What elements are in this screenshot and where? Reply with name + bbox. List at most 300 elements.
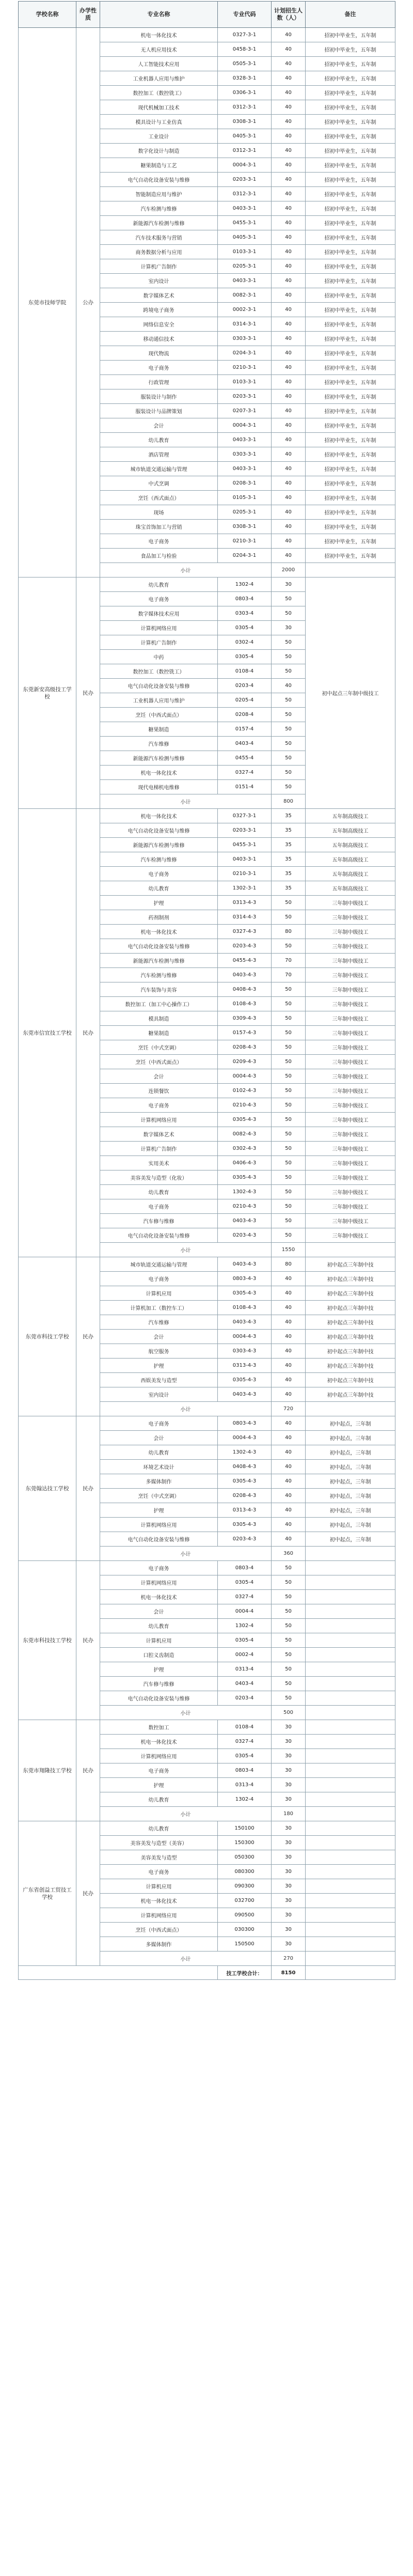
school-nature: 民办 [76, 1257, 100, 1416]
note: 三年制中级技工 [306, 910, 395, 925]
major-name: 烹饪（中式烹调） [100, 1040, 218, 1055]
major-code: 0403-4-3 [218, 1387, 272, 1402]
major-code: 0406-4-3 [218, 1156, 272, 1170]
major-name: 烹饪（中式烹调） [100, 1489, 218, 1503]
plan-count: 40 [272, 1474, 306, 1489]
major-name: 烹饪（中西式面点） [100, 708, 218, 722]
plan-count: 50 [272, 780, 306, 794]
major-code: 030300 [218, 1923, 272, 1937]
plan-count: 50 [272, 1156, 306, 1170]
major-name: 计算机网络应用 [100, 621, 218, 635]
major-name: 会计 [100, 1069, 218, 1084]
note: 招初中毕业生，五年制 [306, 230, 395, 245]
note: 五年制高级技工 [306, 823, 395, 838]
major-code: 0108-4-3 [218, 997, 272, 1011]
major-name: 计算机网络应用 [100, 1113, 218, 1127]
major-code: 0803-4 [218, 592, 272, 606]
plan-count: 40 [272, 317, 306, 332]
major-code: 0157-4-3 [218, 1026, 272, 1040]
plan-count: 50 [272, 1575, 306, 1590]
major-code: 0002-4 [218, 1648, 272, 1662]
plan-count: 50 [272, 910, 306, 925]
major-name: 美容美发与造型（化妆） [100, 1170, 218, 1185]
major-name: 幼儿教育 [100, 577, 218, 592]
plan-count: 50 [272, 1011, 306, 1026]
major-name: 药剂制剂 [100, 910, 218, 925]
plan-count: 40 [272, 1431, 306, 1445]
note: 招初中毕业生，五年制 [306, 245, 395, 259]
major-name: 移动通信技术 [100, 332, 218, 346]
major-name: 电气自动化设备安装与维修 [100, 1691, 218, 1706]
plan-count: 30 [272, 1923, 306, 1937]
major-code: 0305-4 [218, 1633, 272, 1648]
major-name: 机电一体化技术 [100, 1590, 218, 1604]
note: 招初中毕业生，五年制 [306, 259, 395, 274]
major-name: 数控加工 [100, 1720, 218, 1735]
plan-count: 50 [272, 1691, 306, 1706]
plan-count: 40 [272, 1503, 306, 1518]
major-code: 0403-4-3 [218, 968, 272, 982]
major-code: 0327-4 [218, 766, 272, 780]
note: 初中起点，三年制 [306, 1503, 395, 1518]
school-nature: 民办 [76, 577, 100, 809]
note: 三年制中级技工 [306, 939, 395, 954]
note [306, 1836, 395, 1850]
major-code: 0208-4-3 [218, 1040, 272, 1055]
school-name: 东莞市技师学院 [19, 28, 76, 577]
plan-count: 40 [272, 245, 306, 259]
major-name: 新能源汽车检测与维修 [100, 954, 218, 968]
major-name: 幼儿教育 [100, 1821, 218, 1836]
note: 初中起点，三年制 [306, 1460, 395, 1474]
note [306, 1879, 395, 1894]
plan-count: 50 [272, 737, 306, 751]
note: 初中起点三年制中技 [306, 1315, 395, 1330]
plan-count: 35 [272, 809, 306, 823]
major-code: 0210-3-1 [218, 361, 272, 375]
note: 初中起点三年制中技 [306, 1373, 395, 1387]
subtotal-empty [306, 1547, 395, 1561]
note [306, 1619, 395, 1633]
major-code: 0455-4-3 [218, 954, 272, 968]
major-name: 商务数据分析与应用 [100, 245, 218, 259]
note: 招初中毕业生，五年制 [306, 71, 395, 86]
plan-count: 50 [272, 939, 306, 954]
plan-count: 40 [272, 28, 306, 42]
plan-count: 50 [272, 982, 306, 997]
school-nature: 民办 [76, 1416, 100, 1561]
note [306, 1749, 395, 1763]
note [306, 1604, 395, 1619]
major-code: 0205-3-1 [218, 259, 272, 274]
plan-count: 35 [272, 823, 306, 838]
note: 招初中毕业生，五年制 [306, 418, 395, 433]
note: 五年制高级技工 [306, 881, 395, 896]
grand-total-value: 8150 [272, 1966, 306, 1980]
plan-count: 30 [272, 1894, 306, 1908]
major-code: 0305-4-3 [218, 1373, 272, 1387]
major-name: 数字媒体艺术 [100, 1127, 218, 1142]
plan-count: 80 [272, 925, 306, 939]
major-name: 烹饪（中西式面点） [100, 1923, 218, 1937]
subtotal-label: 小计 [100, 1706, 272, 1720]
school-name: 东莞市科技工学校 [19, 1257, 76, 1416]
plan-count: 50 [272, 1142, 306, 1156]
major-name: 计算机广告制作 [100, 635, 218, 650]
major-code: 0313-4 [218, 1778, 272, 1792]
plan-count: 50 [272, 722, 306, 737]
major-code: 032700 [218, 1894, 272, 1908]
note [306, 1648, 395, 1662]
plan-count: 50 [272, 1199, 306, 1214]
plan-count: 35 [272, 838, 306, 852]
plan-count: 50 [272, 1055, 306, 1069]
major-name: 模具制造 [100, 1011, 218, 1026]
plan-count: 30 [272, 1735, 306, 1749]
plan-count: 40 [272, 1301, 306, 1315]
major-name: 护理 [100, 1662, 218, 1677]
major-name: 现场 [100, 505, 218, 520]
plan-count: 40 [272, 303, 306, 317]
subtotal-value: 360 [272, 1547, 306, 1561]
header-count: 计划招生人数（人） [272, 2, 306, 28]
major-name: 电气自动化设备安装与维修 [100, 679, 218, 693]
major-name: 汽车维修 [100, 1315, 218, 1330]
major-code: 150500 [218, 1937, 272, 1951]
grand-total-empty [306, 1966, 395, 1980]
major-code: 0004-3-1 [218, 158, 272, 173]
major-name: 机电一体化技术 [100, 809, 218, 823]
major-name: 西娱美发与造型 [100, 1373, 218, 1387]
note: 初中起点，三年制 [306, 1532, 395, 1547]
major-name: 计算机广告制作 [100, 259, 218, 274]
major-name: 机电一体化技术 [100, 766, 218, 780]
major-code: 090500 [218, 1908, 272, 1923]
major-code: 0403-4-3 [218, 1257, 272, 1272]
note: 招初中毕业生，五年制 [306, 520, 395, 534]
note [306, 1735, 395, 1749]
major-code: 0082-4-3 [218, 1127, 272, 1142]
major-code: 0403-3-1 [218, 433, 272, 447]
major-code: 0205-3-1 [218, 505, 272, 520]
major-code: 0313-4-3 [218, 1503, 272, 1518]
major-name: 数字化设计与制造 [100, 144, 218, 158]
major-name: 城市轨道交通运输与管理 [100, 462, 218, 476]
major-name: 环境艺术设计 [100, 1460, 218, 1474]
note [306, 1865, 395, 1879]
plan-count: 40 [272, 42, 306, 57]
table-row [19, 577, 395, 592]
major-code: 0327-3-1 [218, 809, 272, 823]
plan-count: 40 [272, 1416, 306, 1431]
major-name: 电子商务 [100, 1763, 218, 1778]
major-code: 0313-4-3 [218, 896, 272, 910]
major-code: 0210-4-3 [218, 1098, 272, 1113]
school-name: 东莞市科技技工学校 [19, 1561, 76, 1720]
major-name: 电子商务 [100, 1561, 218, 1575]
major-name: 美容美发与造型（美容） [100, 1836, 218, 1850]
major-name: 机电一体化技术 [100, 28, 218, 42]
note: 招初中毕业生，五年制 [306, 549, 395, 563]
note: 招初中毕业生，五年制 [306, 332, 395, 346]
subtotal-label: 小计 [100, 1547, 272, 1561]
major-code: 0403-3-1 [218, 274, 272, 288]
plan-count: 40 [272, 433, 306, 447]
note [306, 1763, 395, 1778]
subtotal-empty [306, 563, 395, 577]
note: 三年制中级技工 [306, 954, 395, 968]
major-name: 烹饪（西式面点） [100, 491, 218, 505]
major-name: 服装设计与品牌策划 [100, 404, 218, 418]
plan-count: 40 [272, 1286, 306, 1301]
major-code: 0203-3-1 [218, 173, 272, 187]
major-code: 0327-4 [218, 1590, 272, 1604]
school-name: 东莞新安高级技工学校 [19, 577, 76, 809]
note: 招初中毕业生，五年制 [306, 317, 395, 332]
note: 三年制中级技工 [306, 997, 395, 1011]
major-name: 电子商务 [100, 867, 218, 881]
plan-count: 50 [272, 1113, 306, 1127]
header-row [19, 2, 395, 28]
major-name: 护理 [100, 1778, 218, 1792]
note: 招初中毕业生，五年制 [306, 462, 395, 476]
note: 初中起点三年制中级技工 [306, 577, 395, 809]
major-code: 0305-4 [218, 1749, 272, 1763]
plan-count: 40 [272, 1460, 306, 1474]
subtotal-empty [306, 1402, 395, 1416]
major-code: 1302-4-3 [218, 1445, 272, 1460]
plan-count: 40 [272, 1272, 306, 1286]
note [306, 1590, 395, 1604]
major-code: 0327-4-3 [218, 925, 272, 939]
major-code: 0305-4-3 [218, 1286, 272, 1301]
note: 三年制中级技工 [306, 1156, 395, 1170]
plan-count: 30 [272, 1749, 306, 1763]
major-code: 0312-3-1 [218, 144, 272, 158]
major-code: 0403-4-3 [218, 1315, 272, 1330]
major-name: 室内设计 [100, 1387, 218, 1402]
major-code: 0208-4-3 [218, 1489, 272, 1503]
note: 三年制中级技工 [306, 1170, 395, 1185]
major-name: 工业机器人应用与维护 [100, 71, 218, 86]
major-name: 护理 [100, 1503, 218, 1518]
major-name: 计算机网络应用 [100, 1575, 218, 1590]
major-code: 0305-4 [218, 650, 272, 664]
major-name: 护理 [100, 896, 218, 910]
major-code: 0204-3-1 [218, 346, 272, 361]
plan-count: 50 [272, 766, 306, 780]
major-code: 0105-3-1 [218, 491, 272, 505]
note: 招初中毕业生，五年制 [306, 375, 395, 389]
note [306, 1677, 395, 1691]
major-code: 0328-3-1 [218, 71, 272, 86]
major-code: 0208-4 [218, 708, 272, 722]
plan-count: 50 [272, 1040, 306, 1055]
note: 初中起点，三年制 [306, 1518, 395, 1532]
major-name: 中药 [100, 650, 218, 664]
note: 三年制中级技工 [306, 968, 395, 982]
note: 招初中毕业生，五年制 [306, 491, 395, 505]
plan-count: 40 [272, 230, 306, 245]
major-code: 0327-4 [218, 1735, 272, 1749]
plan-count: 40 [272, 346, 306, 361]
plan-count: 40 [272, 418, 306, 433]
major-name: 会计 [100, 1330, 218, 1344]
note: 招初中毕业生，五年制 [306, 288, 395, 303]
school-name: 东莞翰达技工学校 [19, 1416, 76, 1561]
major-name: 电子商务 [100, 1098, 218, 1113]
plan-count: 50 [272, 1084, 306, 1098]
major-name: 计算机应用 [100, 1879, 218, 1894]
header-major: 专业名称 [100, 2, 218, 28]
major-code: 0103-3-1 [218, 245, 272, 259]
plan-count: 40 [272, 1387, 306, 1402]
plan-count: 50 [272, 606, 306, 621]
plan-count: 30 [272, 1720, 306, 1735]
major-name: 计算机广告制作 [100, 1142, 218, 1156]
major-name: 汽车检测与维修 [100, 852, 218, 867]
plan-count: 35 [272, 867, 306, 881]
note: 五年制高级技工 [306, 852, 395, 867]
major-code: 0004-3-1 [218, 418, 272, 433]
header-note: 备注 [306, 2, 395, 28]
major-code: 0405-3-1 [218, 230, 272, 245]
plan-count: 40 [272, 57, 306, 71]
major-code: 1302-4 [218, 1792, 272, 1807]
plan-count: 70 [272, 968, 306, 982]
major-code: 0327-3-1 [218, 28, 272, 42]
note: 初中起点三年制中技 [306, 1301, 395, 1315]
major-code: 0004-4-3 [218, 1330, 272, 1344]
plan-count: 50 [272, 708, 306, 722]
plan-count: 40 [272, 100, 306, 115]
note: 招初中毕业生，五年制 [306, 201, 395, 216]
note: 三年制中级技工 [306, 896, 395, 910]
note: 初中起点三年制中技 [306, 1272, 395, 1286]
note [306, 1575, 395, 1590]
note: 五年制高级技工 [306, 867, 395, 881]
plan-count: 30 [272, 1778, 306, 1792]
note [306, 1937, 395, 1951]
plan-count: 40 [272, 259, 306, 274]
major-name: 智能制造应用与维护 [100, 187, 218, 201]
note: 招初中毕业生，五年制 [306, 389, 395, 404]
note: 三年制中级技工 [306, 1142, 395, 1156]
major-name: 糖果制造 [100, 1026, 218, 1040]
major-name: 无人机应用技术 [100, 42, 218, 57]
major-code: 0002-3-1 [218, 303, 272, 317]
note: 招初中毕业生，五年制 [306, 346, 395, 361]
major-name: 电子商务 [100, 1199, 218, 1214]
plan-count: 50 [272, 1662, 306, 1677]
plan-count: 50 [272, 896, 306, 910]
plan-count: 40 [272, 158, 306, 173]
note: 招初中毕业生，五年制 [306, 144, 395, 158]
plan-count: 40 [272, 129, 306, 144]
note: 三年制中级技工 [306, 1055, 395, 1069]
table-row [19, 1561, 395, 1575]
major-name: 酒店管理 [100, 447, 218, 462]
major-name: 糖果制造 [100, 722, 218, 737]
major-code: 0305-4-3 [218, 1170, 272, 1185]
major-name: 会计 [100, 1431, 218, 1445]
note: 招初中毕业生，五年制 [306, 28, 395, 42]
note: 初中起点三年制中技 [306, 1286, 395, 1301]
header-school: 学校名称 [19, 2, 76, 28]
note: 招初中毕业生，五年制 [306, 447, 395, 462]
major-name: 实用美术 [100, 1156, 218, 1170]
note: 初中起点三年制中技 [306, 1387, 395, 1402]
major-code: 0004-4 [218, 1604, 272, 1619]
major-name: 数字媒体技术应用 [100, 606, 218, 621]
note: 三年制中级技工 [306, 1084, 395, 1098]
major-name: 人工智能技术应用 [100, 57, 218, 71]
plan-count: 40 [272, 1445, 306, 1460]
header-code: 专业代码 [218, 2, 272, 28]
plan-count: 50 [272, 1069, 306, 1084]
major-code: 0455-4 [218, 751, 272, 766]
school-name: 东莞市信宜技工学校 [19, 809, 76, 1257]
plan-count: 50 [272, 592, 306, 606]
major-name: 网络信息安全 [100, 317, 218, 332]
major-name: 服装设计与制作 [100, 389, 218, 404]
major-code: 0306-3-1 [218, 86, 272, 100]
table-body [19, 28, 395, 1980]
major-name: 新能源汽车检测与维修 [100, 216, 218, 230]
major-name: 电气自动化设备安装与维修 [100, 1228, 218, 1243]
major-code: 0803-4-3 [218, 1416, 272, 1431]
major-code: 0403-3-1 [218, 462, 272, 476]
major-code: 0308-3-1 [218, 520, 272, 534]
major-name: 现代电梯机电维修 [100, 780, 218, 794]
header-nature: 办学性质 [76, 2, 100, 28]
major-code: 0108-4-3 [218, 1301, 272, 1315]
subtotal-value: 720 [272, 1402, 306, 1416]
grand-total-label: 技工学校合计： [218, 1966, 272, 1980]
plan-count: 50 [272, 1604, 306, 1619]
major-code: 0305-4-3 [218, 1113, 272, 1127]
major-code: 0458-3-1 [218, 42, 272, 57]
note [306, 1821, 395, 1836]
major-name: 电子商务 [100, 592, 218, 606]
plan-count: 40 [272, 332, 306, 346]
note: 招初中毕业生，五年制 [306, 100, 395, 115]
table-row [19, 1416, 395, 1431]
note: 三年制中级技工 [306, 1127, 395, 1142]
plan-count: 50 [272, 1619, 306, 1633]
plan-count: 30 [272, 621, 306, 635]
major-name: 电气自动化设备安装与维修 [100, 1532, 218, 1547]
plan-count: 50 [272, 1098, 306, 1113]
plan-count: 40 [272, 288, 306, 303]
major-name: 幼儿教育 [100, 1445, 218, 1460]
major-name: 会计 [100, 418, 218, 433]
major-name: 计算机网络应用 [100, 1518, 218, 1532]
subtotal-label: 小计 [100, 1807, 272, 1821]
table-row [19, 1821, 395, 1836]
major-name: 航空服务 [100, 1344, 218, 1359]
plan-count: 80 [272, 1257, 306, 1272]
plan-count: 30 [272, 1821, 306, 1836]
major-code: 1302-4-3 [218, 1185, 272, 1199]
major-code: 0210-4-3 [218, 1199, 272, 1214]
note: 初中起点，三年制 [306, 1445, 395, 1460]
plan-count: 50 [272, 650, 306, 664]
subtotal-empty [306, 1807, 395, 1821]
major-code: 090300 [218, 1879, 272, 1894]
note: 三年制中级技工 [306, 1228, 395, 1243]
table-row [19, 28, 395, 42]
